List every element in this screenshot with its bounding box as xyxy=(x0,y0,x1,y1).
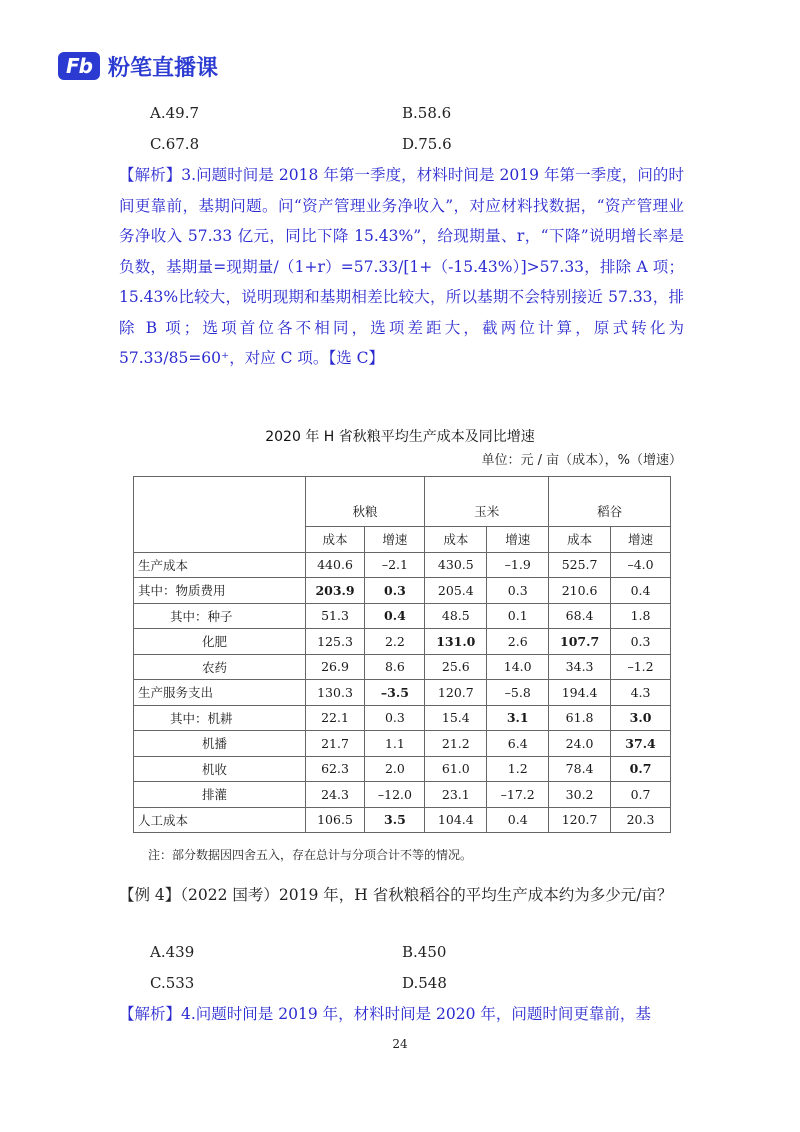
table-cell: 23.1 xyxy=(425,782,487,808)
table-cell: –4.0 xyxy=(611,552,671,578)
row-label: 生产服务支出 xyxy=(134,680,306,706)
table-cell: 24.3 xyxy=(305,782,365,808)
table-cell: 24.0 xyxy=(549,731,611,757)
subheader: 增速 xyxy=(611,527,671,553)
q4-option-b: B.450 xyxy=(402,943,447,961)
table-cell: 120.7 xyxy=(425,680,487,706)
table-cell: 120.7 xyxy=(549,807,611,833)
q3-option-a: A.49.7 xyxy=(150,104,199,122)
analysis-q3 xyxy=(119,160,684,374)
table-cell: 21.2 xyxy=(425,731,487,757)
table-corner-cell xyxy=(134,477,306,553)
table-cell: –5.8 xyxy=(487,680,549,706)
group-header: 稻谷 xyxy=(549,477,671,527)
row-label: 化肥 xyxy=(134,629,306,655)
analysis-body: 4.问题时间是 2019 年，材料时间是 2020 年，问题时间更靠前，基 xyxy=(181,1005,651,1023)
row-label: 机收 xyxy=(134,756,306,782)
table-group-header-row xyxy=(134,477,671,527)
table-cell: 3.5 xyxy=(365,807,425,833)
table-cell: 203.9 xyxy=(305,578,365,604)
table-row xyxy=(134,578,671,604)
group-header: 玉米 xyxy=(425,477,549,527)
analysis-tag: 【解析】 xyxy=(119,1005,182,1023)
table-cell: 0.7 xyxy=(611,756,671,782)
table-cell: 130.3 xyxy=(305,680,365,706)
table-cell: 78.4 xyxy=(549,756,611,782)
subheader: 增速 xyxy=(487,527,549,553)
table-cell: 0.7 xyxy=(611,782,671,808)
table-cell: 3.0 xyxy=(611,705,671,731)
subheader: 成本 xyxy=(305,527,365,553)
table-cell: 131.0 xyxy=(425,629,487,655)
table-unit: 单位：元 / 亩（成本），%（增速） xyxy=(481,453,682,468)
table-cell: 25.6 xyxy=(425,654,487,680)
table-row xyxy=(134,705,671,731)
table-cell: 30.2 xyxy=(549,782,611,808)
group-header: 秋粮 xyxy=(305,477,425,527)
analysis-body: 3.问题时间是 2018 年第一季度，材料时间是 2019 年第一季度，问的时间更靠前，基期问题。问“资产管理业务净收入”，对应材料找数据，“资产管理业务净收入 57.33 亿元，同比下降 15.43%”，给现期量、r，“下降”说明增长率是负数，基期量=现期量/（1+r）=57.33/[1+（-15.43%）]>57.33，排除 A 项；15.43%比较大，说明现期和基期相差比较大，所以基期不会特别接近 57.33，排除 B 项；选项首位各不相同，选项差距大，截两位计算，原式转化为 57.33/85=60⁺，对应 C 项。 xyxy=(119,166,684,367)
table-cell: 194.4 xyxy=(549,680,611,706)
table-row xyxy=(134,782,671,808)
table-cell: –1.2 xyxy=(611,654,671,680)
table-cell: 51.3 xyxy=(305,603,365,629)
subheader: 成本 xyxy=(425,527,487,553)
q4-option-d: D.548 xyxy=(402,974,447,992)
table-row xyxy=(134,756,671,782)
table-cell: 104.4 xyxy=(425,807,487,833)
table-cell: –2.1 xyxy=(365,552,425,578)
table-cell: 26.9 xyxy=(305,654,365,680)
table-cell: –1.9 xyxy=(487,552,549,578)
table-cell: 21.7 xyxy=(305,731,365,757)
question-4: 【例 4】（2022 国考）2019 年，H 省秋粮稻谷的平均生产成本约为多少元/亩？ xyxy=(119,886,673,904)
table-cell: 525.7 xyxy=(549,552,611,578)
row-label: 其中：机耕 xyxy=(134,705,306,731)
table-cell: 2.6 xyxy=(487,629,549,655)
table-row xyxy=(134,680,671,706)
table-cell: 2.2 xyxy=(365,629,425,655)
table-cell: 205.4 xyxy=(425,578,487,604)
table-cell: 4.3 xyxy=(611,680,671,706)
table-cell: 34.3 xyxy=(549,654,611,680)
table-note: 注：部分数据因四舍五入，存在总计与分项合计不等的情况。 xyxy=(148,848,473,862)
table-row xyxy=(134,807,671,833)
table-cell: 107.7 xyxy=(549,629,611,655)
logo-mark-icon: Fb xyxy=(58,52,100,80)
table-cell: –12.0 xyxy=(365,782,425,808)
table-cell: 1.2 xyxy=(487,756,549,782)
table-cell: 15.4 xyxy=(425,705,487,731)
table-title: 2020 年 H 省秋粮平均生产成本及同比增速 xyxy=(265,429,535,445)
q3-option-b: B.58.6 xyxy=(402,104,452,122)
table-row xyxy=(134,629,671,655)
table-cell: 14.0 xyxy=(487,654,549,680)
analysis-tag: 【解析】 xyxy=(119,166,182,184)
table-cell: 62.3 xyxy=(305,756,365,782)
table-cell: 0.1 xyxy=(487,603,549,629)
cost-table xyxy=(133,476,671,833)
table-cell: 0.3 xyxy=(611,629,671,655)
table-cell: 0.3 xyxy=(487,578,549,604)
row-label: 其中：种子 xyxy=(134,603,306,629)
q4-option-c: C.533 xyxy=(150,974,195,992)
analysis-answer: 【选 C】 xyxy=(328,349,384,367)
row-label: 其中：物质费用 xyxy=(134,578,306,604)
table-cell: 0.4 xyxy=(365,603,425,629)
q3-option-d: D.75.6 xyxy=(402,135,452,153)
row-label: 排灌 xyxy=(134,782,306,808)
table-cell: 6.4 xyxy=(487,731,549,757)
logo-text: 粉笔直播课 xyxy=(108,55,219,81)
table-cell: 0.4 xyxy=(611,578,671,604)
table-cell: 125.3 xyxy=(305,629,365,655)
table-cell: 37.4 xyxy=(611,731,671,757)
table-cell: 0.4 xyxy=(487,807,549,833)
brand-logo xyxy=(58,50,218,82)
row-label: 机播 xyxy=(134,731,306,757)
table-cell: 0.3 xyxy=(365,578,425,604)
table-cell: 440.6 xyxy=(305,552,365,578)
table-row xyxy=(134,654,671,680)
table-cell: 20.3 xyxy=(611,807,671,833)
table-cell: 210.6 xyxy=(549,578,611,604)
subheader: 增速 xyxy=(365,527,425,553)
analysis-q4 xyxy=(119,1002,651,1024)
row-label: 生产成本 xyxy=(134,552,306,578)
table-cell: 1.1 xyxy=(365,731,425,757)
table-cell: 22.1 xyxy=(305,705,365,731)
table-cell: 61.0 xyxy=(425,756,487,782)
table-cell: 48.5 xyxy=(425,603,487,629)
subheader: 成本 xyxy=(549,527,611,553)
table-cell: 8.6 xyxy=(365,654,425,680)
row-label: 人工成本 xyxy=(134,807,306,833)
table-row xyxy=(134,552,671,578)
table-cell: 61.8 xyxy=(549,705,611,731)
table-row xyxy=(134,603,671,629)
q3-option-c: C.67.8 xyxy=(150,135,200,153)
table-cell: 3.1 xyxy=(487,705,549,731)
table-row xyxy=(134,731,671,757)
row-label: 农药 xyxy=(134,654,306,680)
table-cell: –3.5 xyxy=(365,680,425,706)
q4-option-a: A.439 xyxy=(150,943,195,961)
table-cell: 106.5 xyxy=(305,807,365,833)
table-cell: –17.2 xyxy=(487,782,549,808)
table-cell: 2.0 xyxy=(365,756,425,782)
table-cell: 1.8 xyxy=(611,603,671,629)
table-cell: 0.3 xyxy=(365,705,425,731)
page-number: 24 xyxy=(392,1037,408,1051)
table-cell: 68.4 xyxy=(549,603,611,629)
table-cell: 430.5 xyxy=(425,552,487,578)
